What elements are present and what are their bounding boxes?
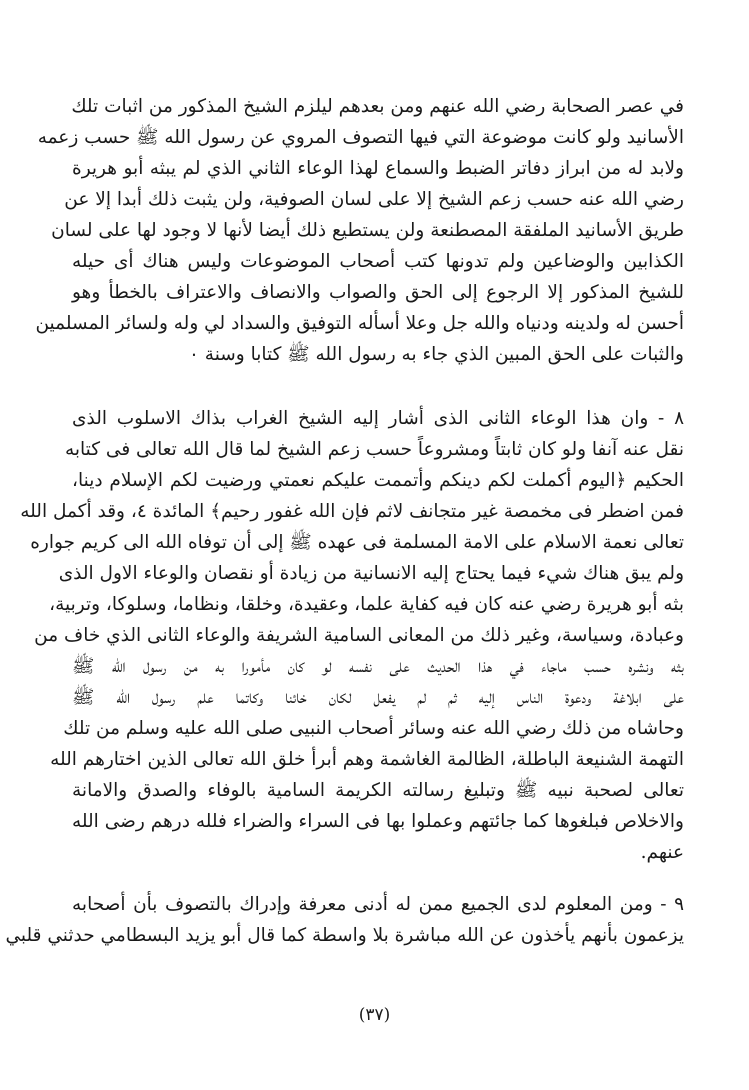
text-line: التهمة الشنيعة الباطلة، الظالمة الغاشمة وهم أبرأ خلق الله تعالى الذين اختارهم الله [50,749,684,770]
text-line: طريق الأسانيد الملفقة المصطنعة ولن يستطيع ذلك أيضا لأنها لا وجود لها على لسان [51,220,684,241]
text-line: ولابد له من ابراز دفاتر الضبط والسماع لهذا الوعاء الثاني الذي لم يبثه أبو هريرة [72,158,684,179]
text-line: فمن اضطر فى مخمصة غير متجانف لاثم فإن الله غفور رحيم﴾ المائدة ٤، وقد أكمل الله [20,501,684,522]
text-line: والثبات على الحق المبين الذي جاء به رسول الله ﷺ كتابا وسنة ٠ [188,344,684,365]
text-line: بثه ونشره حسب ماجاء في هذا الحديث على نفسه لو كان مأمورا به من رسول الله ﷺ [72,656,684,677]
text-line: بثه أبو هريرة رضي عنه كان فيه كفاية علما، وعقيدة، وخلقا، ونظاما، وسلوكا، وتربية، [49,594,684,615]
paragraph-3 [5,889,684,951]
text-line: على ابلاغة ودعوة الناس إليه ثم لم يفعل لكان خائنا وكاتما علم رسول الله ﷺ [72,687,684,708]
text-line: ولم يبق هناك شيء فيما يحتاج إليه الانسانية من زيادة أو نقصان والوعاء الاول الذى [58,563,684,584]
text-line: والاخلاص فبلغوها كما جائتهم وعملوا بها فى السراء والضراء فلله درهم رضى الله [72,811,684,832]
text-line: رضي الله عنه حسب زعم الشيخ إلا على لسان الصوفية، ولن يثبت ذلك أبدا إلا عن [64,189,684,210]
text-line: وحاشاه من ذلك رضي الله عنه وسائر أصحاب النبيى صلى الله عليه وسلم من تلك [63,718,684,739]
text-line: تعالى نعمة الاسلام على الامة المسلمة فى عهده ﷺ إلى أن توفاه الله الى كريم جواره [30,532,684,553]
text-line: الأسانيد ولو كانت موضوعة التي فيها التصوف المروي عن رسول الله ﷺ حسب زعمه [37,127,684,148]
page-number: (٣٧) [358,1005,391,1025]
text-line: ٨ - وان هذا الوعاء الثانى الذى أشار إليه الشيخ الغراب بذاك الاسلوب الذى [72,408,684,429]
text-line: نقل عنه آنفا ولو كان ثابتاً ومشروعاً حسب زعم الشيخ لما قال الله تعالى فى كتابه [64,439,684,460]
paragraph-1 [35,91,684,370]
text-line: تعالى لصحبة نبيه ﷺ وتبليغ رسالته الكريمة السامية بالوفاء والصدق والامانة [72,780,684,801]
text-line: عنهم. [640,842,684,863]
text-line: في عصر الصحابة رضي الله عنهم ومن بعدهم ليلزم الشيخ المذكور من اثبات تلك [71,96,684,117]
text-line: وعبادة، وسياسة، وغير ذلك من المعانى السامية الشريفة والوعاء الثانى الذي خاف من [34,625,684,646]
text-line: يزعمون بأنهم يأخذون عن الله مباشرة بلا واسطة كما قال أبو يزيد البسطامي حدثني قلبي [5,925,684,946]
paragraph-2 [20,403,684,868]
text-line: ٩ - ومن المعلوم لدى الجميع ممن له أدنى معرفة وإدراك بالتصوف بأن أصحابه [72,894,684,915]
text-line: الكذابين والوضاعين ولم تدونها كتب أصحاب الموضوعات وليس هناك أى حيله [72,251,684,272]
text-line: الحكيم ﴿اليوم أكملت لكم دينكم وأتممت عليكم نعمتي ورضيت لكم الإسلام دينا، [72,470,684,491]
text-line: أحسن له ولدينه ودنياه والله جل وعلا أسأله التوفيق والسداد لي وله ولسائر المسلمين [35,313,684,334]
text-line: للشيخ المذكور إلا الرجوع إلى الحق والصواب والانصاف والاعتراف بالخطأ وهو [72,282,684,303]
